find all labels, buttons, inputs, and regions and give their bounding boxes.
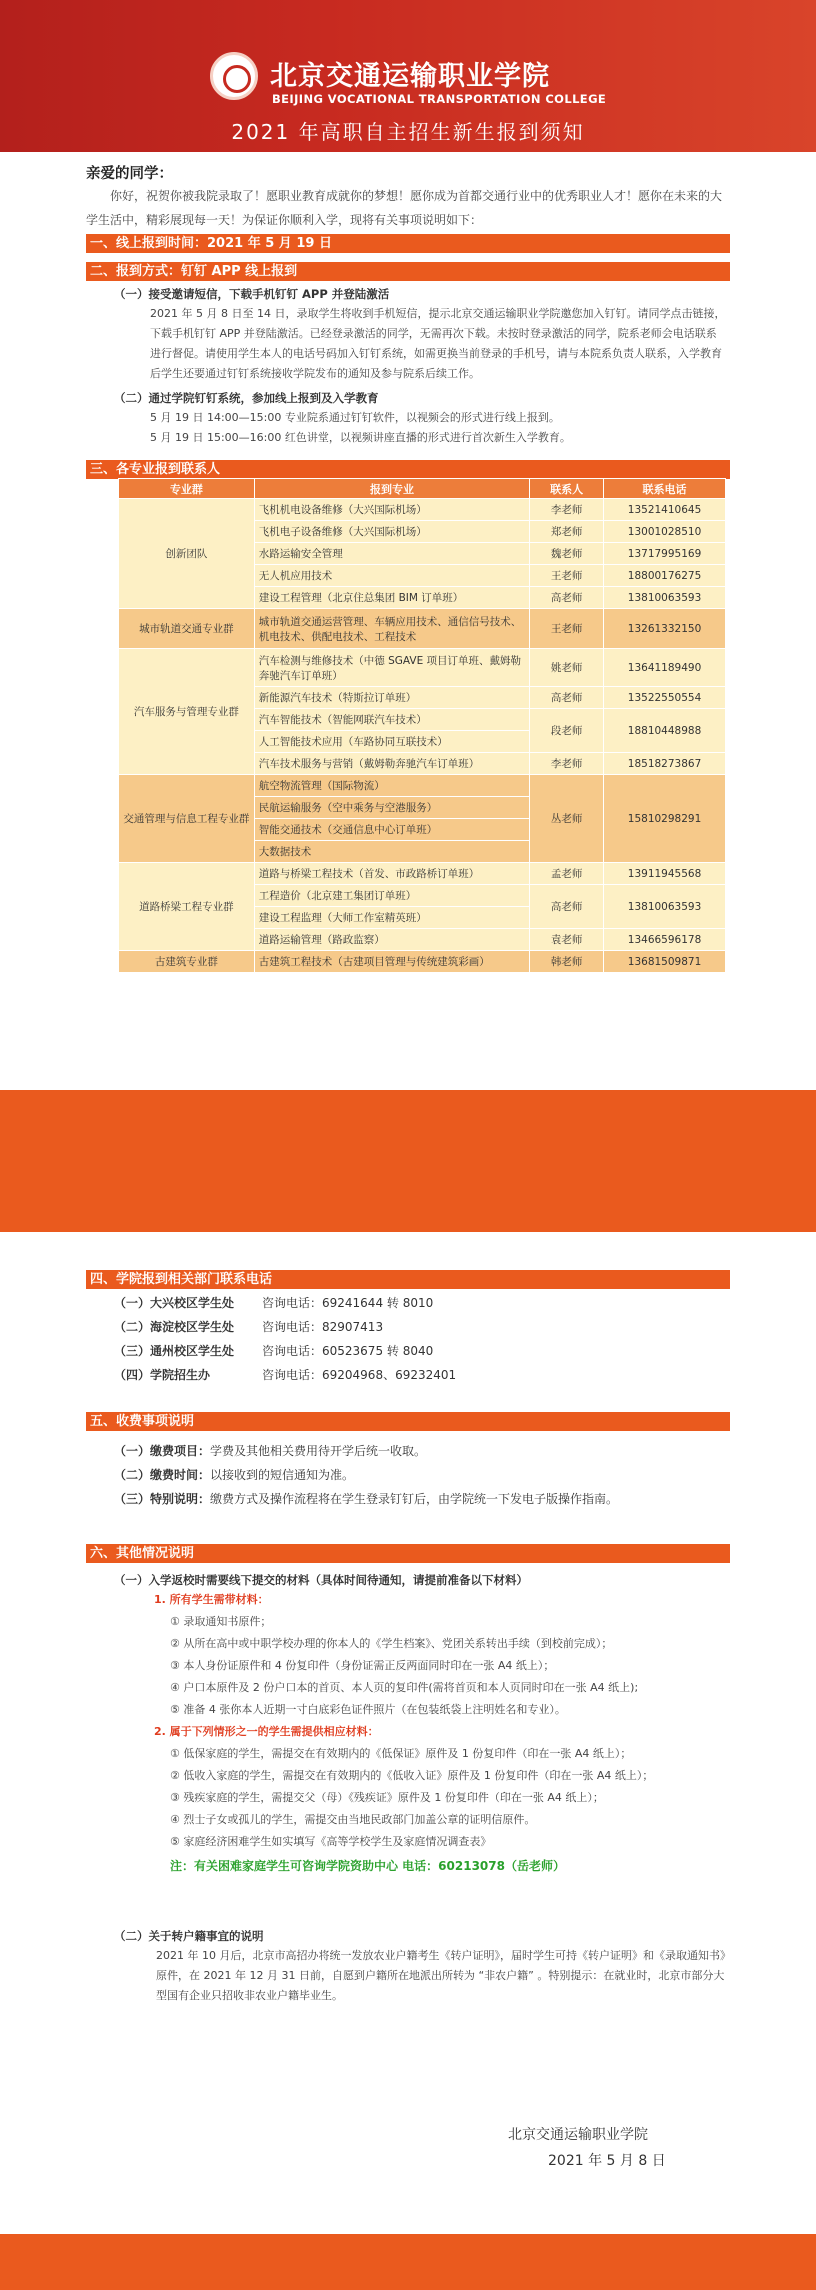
major-cell: 建设工程监理（大师工作室精英班） <box>254 907 529 929</box>
contact-item <box>114 1294 234 1311</box>
footer-band <box>0 2234 816 2290</box>
contact-cell: 李老师 <box>530 753 604 775</box>
section-3-title: 三、各专业报到联系人 <box>86 460 730 479</box>
material-item: ① 录取通知书原件； <box>170 1615 272 1628</box>
college-logo-icon <box>210 52 258 100</box>
phone-cell: 13810063593 <box>604 587 726 609</box>
table-row <box>119 951 726 973</box>
decorative-band <box>0 1090 816 1232</box>
materials-part-1-title: 1. 所有学生需带材料： <box>154 1593 269 1606</box>
major-cell: 工程造价（北京建工集团订单班） <box>254 885 529 907</box>
section-6-title: 六、其他情况说明 <box>86 1544 730 1563</box>
contact-cell: 高老师 <box>530 687 604 709</box>
section-6-sub-2: （二）关于转户籍事宜的说明 <box>114 1929 264 1943</box>
section-2-para-2a: 5 月 19 日 14:00—15:00 专业院系通过钉钉软件，以视频会的形式进行线上报到。 <box>150 411 560 424</box>
column-header: 专业群 <box>119 479 255 499</box>
phone-cell: 13001028510 <box>604 521 726 543</box>
major-cell: 新能源汽车技术（特斯拉订单班） <box>254 687 529 709</box>
section-2-sub-2: （二）通过学院钉钉系统，参加线上报到及入学教育 <box>114 391 379 405</box>
contact-cell: 段老师 <box>530 709 604 753</box>
column-header: 联系人 <box>530 479 604 499</box>
fee-item <box>114 1442 426 1459</box>
contact-item <box>114 1342 234 1359</box>
major-cell: 汽车检测与维修技术（中德 SGAVE 项目订单班、戴姆勒奔驰汽车订单班） <box>254 649 529 687</box>
contact-label: （四）学院招生办 <box>114 1368 211 1382</box>
contact-cell: 高老师 <box>530 587 604 609</box>
phone-cell: 18800176275 <box>604 565 726 587</box>
contact-cell: 袁老师 <box>530 929 604 951</box>
section-5-title: 五、收费事项说明 <box>86 1412 730 1431</box>
group-cell: 古建筑专业群 <box>119 951 255 973</box>
group-cell: 创新团队 <box>119 499 255 609</box>
aid-center-note: 注：有关困难家庭学生可咨询学院资助中心 电话：60213078（岳老师） <box>170 1859 565 1873</box>
greeting: 亲爱的同学： <box>86 165 173 182</box>
contact-phone: 咨询电话：82907413 <box>262 1320 384 1334</box>
contact-label: （三）通州校区学生处 <box>114 1344 235 1358</box>
school-name-en: BEIJING VOCATIONAL TRANSPORTATION COLLEGE <box>272 92 607 106</box>
major-cell: 人工智能技术应用（车路协同互联技术） <box>254 731 529 753</box>
fee-item <box>114 1490 618 1507</box>
contact-phone: 咨询电话：69241644 转 8010 <box>262 1296 434 1310</box>
fee-text: 学费及其他相关费用待开学后统一收取。 <box>210 1444 427 1458</box>
phone-cell: 13261332150 <box>604 609 726 649</box>
phone-cell: 13466596178 <box>604 929 726 951</box>
group-cell: 交通管理与信息工程专业群 <box>119 775 255 863</box>
phone-cell: 13717995169 <box>604 543 726 565</box>
contact-cell: 王老师 <box>530 565 604 587</box>
material-item: ① 低保家庭的学生，需提交在有效期内的《低保证》原件及 1 份复印件（印在一张 A4 纸上）； <box>170 1747 632 1760</box>
phone-cell: 13911945568 <box>604 863 726 885</box>
section-2-sub-1: （一）接受邀请短信，下载手机钉钉 APP 并登陆激活 <box>114 287 390 301</box>
material-item: ⑤ 准备 4 张你本人近期一寸白底彩色证件照片（在包装纸袋上注明姓名和专业）。 <box>170 1703 566 1716</box>
major-cell: 古建筑工程技术（古建项目管理与传统建筑彩画） <box>254 951 529 973</box>
major-cell: 飞机机电设备维修（大兴国际机场） <box>254 499 529 521</box>
phone-cell: 13521410645 <box>604 499 726 521</box>
fee-label: （一）缴费项目： <box>114 1444 211 1458</box>
major-cell: 汽车技术服务与营销（戴姆勒奔驰汽车订单班） <box>254 753 529 775</box>
table-header-row <box>119 479 726 499</box>
contact-cell: 高老师 <box>530 885 604 929</box>
contact-label: （一）大兴校区学生处 <box>114 1296 235 1310</box>
table-row <box>119 609 726 649</box>
section-2-title: 二、报到方式：钉钉 APP 线上报到 <box>86 262 730 281</box>
contact-phone: 咨询电话：69204968、69232401 <box>262 1368 457 1382</box>
phone-cell: 13810063593 <box>604 885 726 929</box>
section-2-para-1: 2021 年 5 月 8 日至 14 日，录取学生将收到手机短信，提示北京交通运输职业学院邀您加入钉钉。请同学点击链接，下载手机钉钉 APP 并登陆激活。已经登录激活的同学，无需再次下载。未按时登录激活的同学，院系老师会电话联系进行督促。请使用学生本人的电话号码加入钉钉系统，如需更换当前登录的手机号，请与本院系负责人联系，入学教育后学生还要通过钉钉系统接收学院发布的通知及参与院系后续工作。 <box>150 307 726 380</box>
phone-cell: 15810298291 <box>604 775 726 863</box>
section-1-title: 一、线上报到时间：2021 年 5 月 19 日 <box>86 234 730 253</box>
contact-cell: 丛老师 <box>530 775 604 863</box>
major-cell: 飞机电子设备维修（大兴国际机场） <box>254 521 529 543</box>
fee-text: 以接收到的短信通知为准。 <box>210 1468 355 1482</box>
table-row <box>119 499 726 521</box>
contact-cell: 姚老师 <box>530 649 604 687</box>
material-item: ④ 户口本原件及 2 份户口本的首页、本人页的复印件(需将首页和本人页同时印在一张 A4 纸上); <box>170 1681 639 1694</box>
contact-table <box>118 478 726 973</box>
contact-cell: 韩老师 <box>530 951 604 973</box>
phone-cell: 18518273867 <box>604 753 726 775</box>
group-cell: 城市轨道交通专业群 <box>119 609 255 649</box>
group-cell: 汽车服务与管理专业群 <box>119 649 255 775</box>
fee-label: （三）特别说明： <box>114 1492 211 1506</box>
contact-item <box>114 1366 210 1383</box>
contact-cell: 李老师 <box>530 499 604 521</box>
school-name-cn: 北京交通运输职业学院 <box>270 61 550 92</box>
section-6-sub-1: （一）入学返校时需要线下提交的材料（具体时间待通知，请提前准备以下材料） <box>114 1573 528 1587</box>
fee-label: （二）缴费时间： <box>114 1468 211 1482</box>
major-cell: 航空物流管理（国际物流） <box>254 775 529 797</box>
phone-cell: 18810448988 <box>604 709 726 753</box>
group-cell: 道路桥梁工程专业群 <box>119 863 255 951</box>
phone-cell: 13681509871 <box>604 951 726 973</box>
section-2-para-2b: 5 月 19 日 15:00—16:00 红色讲堂，以视频讲座直播的形式进行首次新生入学教育。 <box>150 431 571 444</box>
material-item: ② 低收入家庭的学生，需提交在有效期内的《低收入证》原件及 1 份复印件（印在一张 A4 纸上）； <box>170 1769 654 1782</box>
major-cell: 汽车智能技术（智能网联汽车技术） <box>254 709 529 731</box>
page-title: 2021 年高职自主招生新生报到须知 <box>231 120 585 144</box>
contact-item <box>114 1318 234 1335</box>
column-header: 联系电话 <box>604 479 726 499</box>
phone-cell: 13641189490 <box>604 649 726 687</box>
intro-paragraph: 你好，祝贺你被我院录取了！愿职业教育成就你的梦想！愿你成为首都交通行业中的优秀职业人才！愿你在未来的大学生活中，精彩展现每一天！为保证你顺利入学，现将有关事项说明如下： <box>86 189 723 227</box>
material-item: ⑤ 家庭经济困难学生如实填写《高等学校学生及家庭情况调查表》 <box>170 1835 492 1848</box>
major-cell: 无人机应用技术 <box>254 565 529 587</box>
contact-cell: 孟老师 <box>530 863 604 885</box>
major-cell: 民航运输服务（空中乘务与空港服务） <box>254 797 529 819</box>
materials-part-2-title: 2. 属于下列情形之一的学生需提供相应材料： <box>154 1725 379 1738</box>
material-item: ④ 烈士子女或孤儿的学生，需提交由当地民政部门加盖公章的证明信原件。 <box>170 1813 536 1826</box>
page-header <box>0 0 816 152</box>
signature-date: 2021 年 5 月 8 日 <box>548 2153 666 2169</box>
major-cell: 建设工程管理（北京住总集团 BIM 订单班） <box>254 587 529 609</box>
material-item: ② 从所在高中或中职学校办理的你本人的《学生档案》、党团关系转出手续（到校前完成）； <box>170 1637 613 1650</box>
fee-text: 缴费方式及操作流程将在学生登录钉钉后，由学院统一下发电子版操作指南。 <box>210 1492 619 1506</box>
major-cell: 水路运输安全管理 <box>254 543 529 565</box>
section-4-title: 四、学院报到相关部门联系电话 <box>86 1270 730 1289</box>
contact-cell: 王老师 <box>530 609 604 649</box>
contact-phone: 咨询电话：60523675 转 8040 <box>262 1344 434 1358</box>
major-cell: 道路运输管理（路政监察） <box>254 929 529 951</box>
material-item: ③ 残疾家庭的学生，需提交父（母）《残疾证》原件及 1 份复印件（印在一张 A4 纸上）； <box>170 1791 604 1804</box>
contact-cell: 魏老师 <box>530 543 604 565</box>
table-row <box>119 775 726 797</box>
fee-item <box>114 1466 354 1483</box>
major-cell: 智能交通技术（交通信息中心订单班） <box>254 819 529 841</box>
signature-org: 北京交通运输职业学院 <box>508 2127 648 2143</box>
column-header: 报到专业 <box>254 479 529 499</box>
major-cell: 道路与桥梁工程技术（首发、市政路桥订单班） <box>254 863 529 885</box>
material-item: ③ 本人身份证原件和 4 份复印件（身份证需正反两面同时印在一张 A4 纸上）； <box>170 1659 555 1672</box>
major-cell: 城市轨道交通运营管理、车辆应用技术、通信信号技术、机电技术、供配电技术、工程技术 <box>254 609 529 649</box>
major-cell: 大数据技术 <box>254 841 529 863</box>
table-row <box>119 863 726 885</box>
table-row <box>119 649 726 687</box>
contact-cell: 郑老师 <box>530 521 604 543</box>
contact-label: （二）海淀校区学生处 <box>114 1320 235 1334</box>
hukou-paragraph: 2021 年 10 月后，北京市高招办将统一发放农业户籍考生《转户证明》，届时学生可持《转户证明》和《录取通知书》原件，在 2021 年 12 月 31 日前，自愿到户籍所在地派出所转为 “非农户籍” 。特别提示：在就业时，北京市部分大型国有企业只招收非农业户籍毕业生。 <box>156 1949 726 2002</box>
phone-cell: 13522550554 <box>604 687 726 709</box>
